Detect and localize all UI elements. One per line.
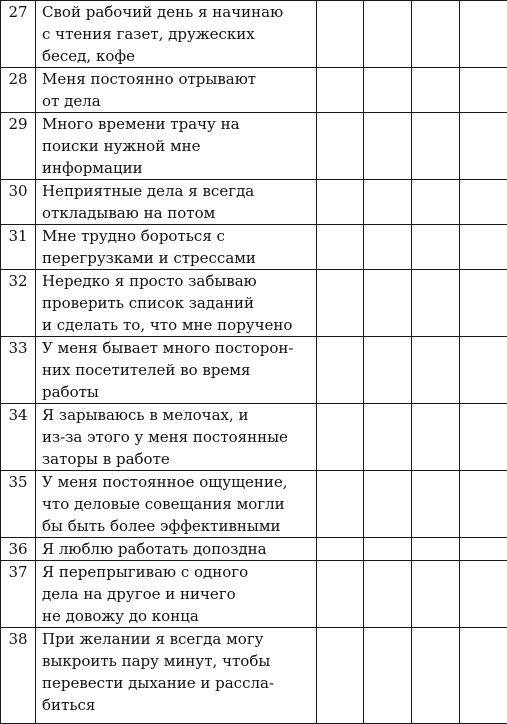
answer-cell[interactable]	[460, 68, 507, 113]
table-row	[1, 1, 507, 68]
answer-cell[interactable]	[460, 113, 507, 180]
item-number: 32	[1, 270, 36, 337]
statement-line: и сделать то, что мне поручено	[42, 314, 312, 336]
answer-cell[interactable]	[317, 561, 364, 628]
answer-cell[interactable]	[364, 1, 412, 68]
statement-line: Мне трудно бороться с	[42, 225, 312, 247]
item-statement	[36, 337, 317, 404]
item-statement	[36, 113, 317, 180]
statement-line: заторы в работе	[42, 448, 312, 470]
statement-line: Я зарываюсь в мелочах, и	[42, 404, 312, 426]
statement-line: проверить список заданий	[42, 292, 312, 314]
item-statement	[36, 404, 317, 471]
item-statement	[36, 225, 317, 270]
item-statement	[36, 561, 317, 628]
answer-cell[interactable]	[412, 225, 460, 270]
table-row	[1, 113, 507, 180]
table-row	[1, 561, 507, 628]
statement-line: не довожу до конца	[42, 605, 312, 627]
answer-cell[interactable]	[317, 68, 364, 113]
answer-cell[interactable]	[317, 1, 364, 68]
answer-cell[interactable]	[364, 628, 412, 724]
statement-line: перегрузками и стрессами	[42, 247, 312, 269]
answer-cell[interactable]	[460, 1, 507, 68]
answer-cell[interactable]	[460, 561, 507, 628]
answer-cell[interactable]	[460, 225, 507, 270]
answer-cell[interactable]	[412, 561, 460, 628]
statement-line: из-за этого у меня постоянные	[42, 426, 312, 448]
item-number: 35	[1, 471, 36, 538]
answer-cell[interactable]	[364, 471, 412, 538]
answer-cell[interactable]	[364, 180, 412, 225]
item-number: 27	[1, 1, 36, 68]
item-statement	[36, 270, 317, 337]
answer-cell[interactable]	[412, 1, 460, 68]
table-row	[1, 538, 507, 561]
item-statement	[36, 628, 317, 724]
statement-line: У меня бывает много посторон-	[42, 337, 312, 359]
statement-line: работы	[42, 381, 312, 403]
item-statement	[36, 471, 317, 538]
statement-line: При желании я всегда могу	[42, 628, 312, 650]
statement-line: Неприятные дела я всегда	[42, 180, 312, 202]
item-number: 29	[1, 113, 36, 180]
answer-cell[interactable]	[317, 538, 364, 561]
answer-cell[interactable]	[364, 538, 412, 561]
statement-line: бы быть более эффективными	[42, 515, 312, 537]
answer-cell[interactable]	[364, 113, 412, 180]
answer-cell[interactable]	[460, 471, 507, 538]
item-number: 33	[1, 337, 36, 404]
answer-cell[interactable]	[412, 628, 460, 724]
statement-line: У меня постоянное ощущение,	[42, 471, 312, 493]
statement-line: что деловые совещания могли	[42, 493, 312, 515]
statement-line: информации	[42, 157, 312, 179]
statement-line: выкроить пару минут, чтобы	[42, 650, 312, 672]
item-number: 37	[1, 561, 36, 628]
answer-cell[interactable]	[364, 404, 412, 471]
answer-cell[interactable]	[460, 270, 507, 337]
statement-line: Нередко я просто забываю	[42, 270, 312, 292]
answer-cell[interactable]	[317, 337, 364, 404]
table-row	[1, 270, 507, 337]
table-row	[1, 337, 507, 404]
answer-cell[interactable]	[460, 180, 507, 225]
answer-cell[interactable]	[412, 180, 460, 225]
item-statement	[36, 1, 317, 68]
answer-cell[interactable]	[460, 628, 507, 724]
item-statement	[36, 68, 317, 113]
answer-cell[interactable]	[364, 270, 412, 337]
table-row	[1, 68, 507, 113]
answer-cell[interactable]	[317, 180, 364, 225]
item-statement	[36, 538, 317, 561]
statement-line: с чтения газет, дружеских	[42, 23, 312, 45]
answer-cell[interactable]	[412, 113, 460, 180]
answer-cell[interactable]	[317, 225, 364, 270]
answer-cell[interactable]	[412, 68, 460, 113]
answer-cell[interactable]	[364, 337, 412, 404]
statement-line: дела на другое и ничего	[42, 583, 312, 605]
answer-cell[interactable]	[317, 404, 364, 471]
answer-cell[interactable]	[412, 270, 460, 337]
statement-line: Я люблю работать допоздна	[42, 538, 312, 560]
statement-line: биться	[42, 694, 312, 716]
item-number: 34	[1, 404, 36, 471]
statement-line: бесед, кофе	[42, 45, 312, 67]
table-row	[1, 180, 507, 225]
item-number: 30	[1, 180, 36, 225]
item-statement	[36, 180, 317, 225]
answer-cell[interactable]	[364, 225, 412, 270]
answer-cell[interactable]	[317, 628, 364, 724]
statement-line: поиски нужной мне	[42, 135, 312, 157]
answer-cell[interactable]	[412, 538, 460, 561]
answer-cell[interactable]	[460, 538, 507, 561]
table-row	[1, 404, 507, 471]
statement-line: Я перепрыгиваю с одного	[42, 561, 312, 583]
item-number: 31	[1, 225, 36, 270]
answer-cell[interactable]	[364, 561, 412, 628]
answer-cell[interactable]	[412, 471, 460, 538]
answer-cell[interactable]	[317, 471, 364, 538]
answer-cell[interactable]	[317, 270, 364, 337]
statement-line: них посетителей во время	[42, 359, 312, 381]
table-row	[1, 628, 507, 724]
item-number: 28	[1, 68, 36, 113]
statement-line: Свой рабочий день я начинаю	[42, 1, 312, 23]
item-number: 36	[1, 538, 36, 561]
statement-line: Меня постоянно отрывают	[42, 68, 312, 90]
statement-line: от дела	[42, 90, 312, 112]
table-row	[1, 225, 507, 270]
answer-cell[interactable]	[412, 404, 460, 471]
table-row	[1, 471, 507, 538]
answer-cell[interactable]	[412, 337, 460, 404]
statement-line: откладываю на потом	[42, 202, 312, 224]
answer-cell[interactable]	[364, 68, 412, 113]
statement-line: Много времени трачу на	[42, 113, 312, 135]
answer-cell[interactable]	[460, 404, 507, 471]
answer-cell[interactable]	[460, 337, 507, 404]
statement-line: перевести дыхание и рассла-	[42, 672, 312, 694]
item-number: 38	[1, 628, 36, 724]
answer-cell[interactable]	[317, 113, 364, 180]
